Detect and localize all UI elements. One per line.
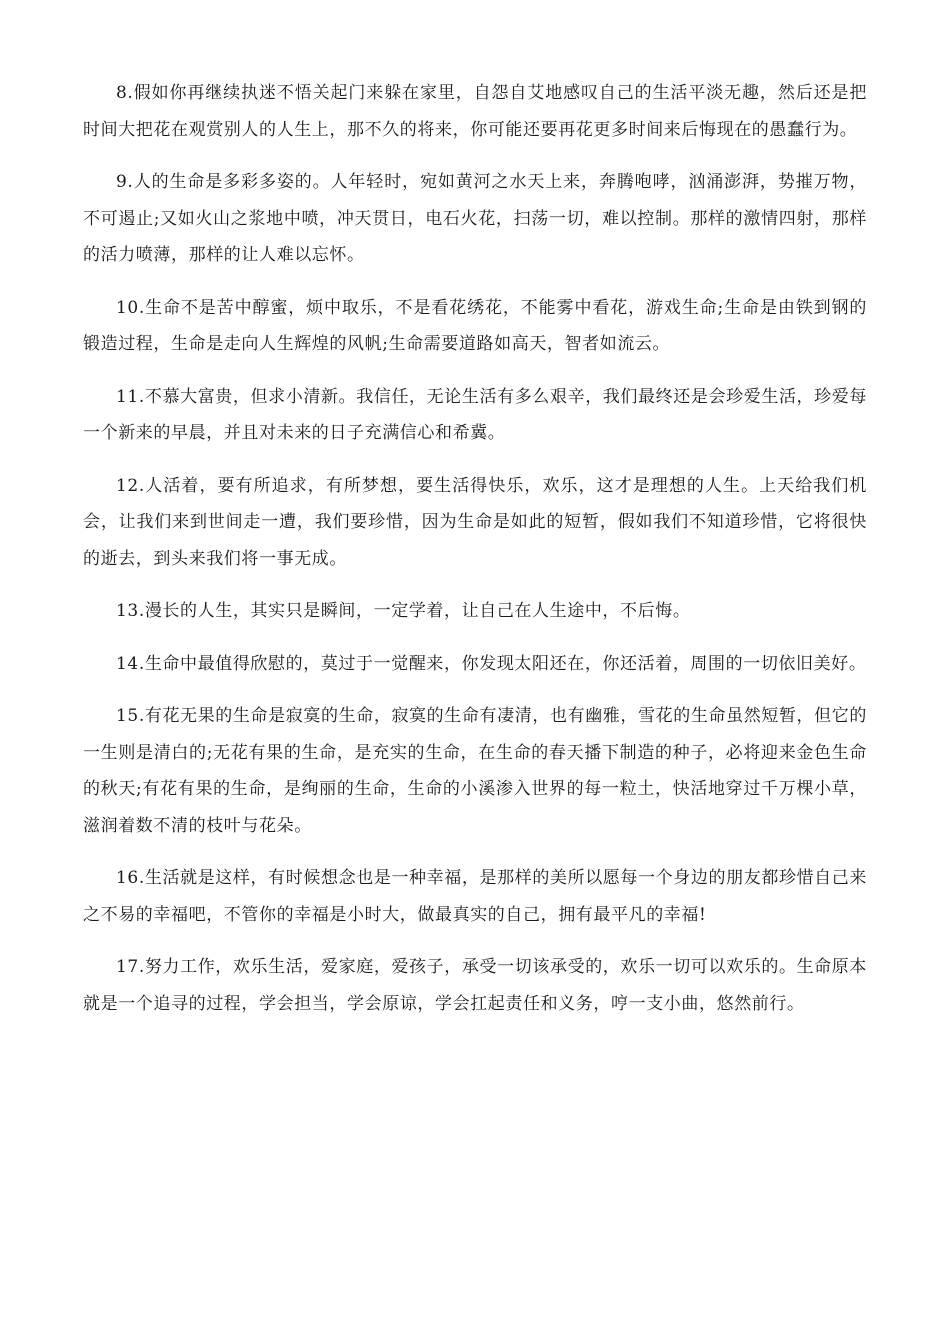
- paragraph-15: 15.有花无果的生命是寂寞的生命，寂寞的生命有凄清，也有幽雅，雪花的生命虽然短暂，但它的一生则是清白的;无花有果的生命，是充实的生命，在生命的春天播下制造的种子，必将迎来金色生命的秋天;有花有果的生命，是绚丽的生命，生命的小溪渗入世界的每一粒土，快活地穿过千万棵小草，滋润着数不清的枝叶与花朵。: [83, 706, 867, 836]
- paragraph-11: 11.不慕大富贵，但求小清新。我信任，无论生活有多么艰辛，我们最终还是会珍爱生活，珍爱每一个新来的早晨，并且对未来的日子充满信心和希冀。: [83, 386, 867, 443]
- paragraph-14: 14.生命中最值得欣慰的，莫过于一觉醒来，你发现太阳还在，你还活着，周围的一切依旧美好。: [116, 653, 867, 674]
- paragraph-17: 17.努力工作，欢乐生活，爱家庭，爱孩子，承受一切该承受的，欢乐一切可以欢乐的。生命原本就是一个追寻的过程，学会担当，学会原谅，学会扛起责任和义务，哼一支小曲，悠然前行。: [83, 957, 867, 1014]
- paragraph-9: 9.人的生命是多彩多姿的。人年轻时，宛如黄河之水天上来，奔腾咆哮，汹涌澎湃，势摧万物，不可遏止;又如火山之浆地中喷，冲天贯日，电石火花，扫荡一切，难以控制。那样的激情四射，那样的活力喷薄，那样的让人难以忘怀。: [83, 172, 867, 265]
- paragraph-10: 10.生命不是苦中醇蜜，烦中取乐，不是看花绣花，不能雾中看花，游戏生命;生命是由铁到钢的锻造过程，生命是走向人生辉煌的风帆;生命需要道路如高天，智者如流云。: [83, 297, 867, 354]
- paragraph-12: 12.人活着，要有所追求，有所梦想，要生活得快乐，欢乐，这才是理想的人生。上天给我们机会，让我们来到世间走一遭，我们要珍惜，因为生命是如此的短暂，假如我们不知道珍惜，它将很快的逝去，到头来我们将一事无成。: [83, 475, 867, 569]
- paragraph-13: 13.漫长的人生，其实只是瞬间，一定学着，让自己在人生途中，不后悔。: [116, 601, 691, 621]
- paragraph-8: 8.假如你再继续执迷不悟关起门来躲在家里，自怨自艾地感叹自己的生活平淡无趣，然后还是把时间大把花在观赏别人的人生上，那不久的将来，你可能还要再花更多时间来后悔现在的愚蠢行为。: [83, 83, 867, 140]
- paragraph-16: 16.生活就是这样，有时候想念也是一种幸福，是那样的美所以愿每一个身边的朋友都珍惜自己来之不易的幸福吧，不管你的幸福是小时大，做最真实的自己，拥有最平凡的幸福!: [83, 868, 867, 925]
- document-body: [83, 75, 867, 1038]
